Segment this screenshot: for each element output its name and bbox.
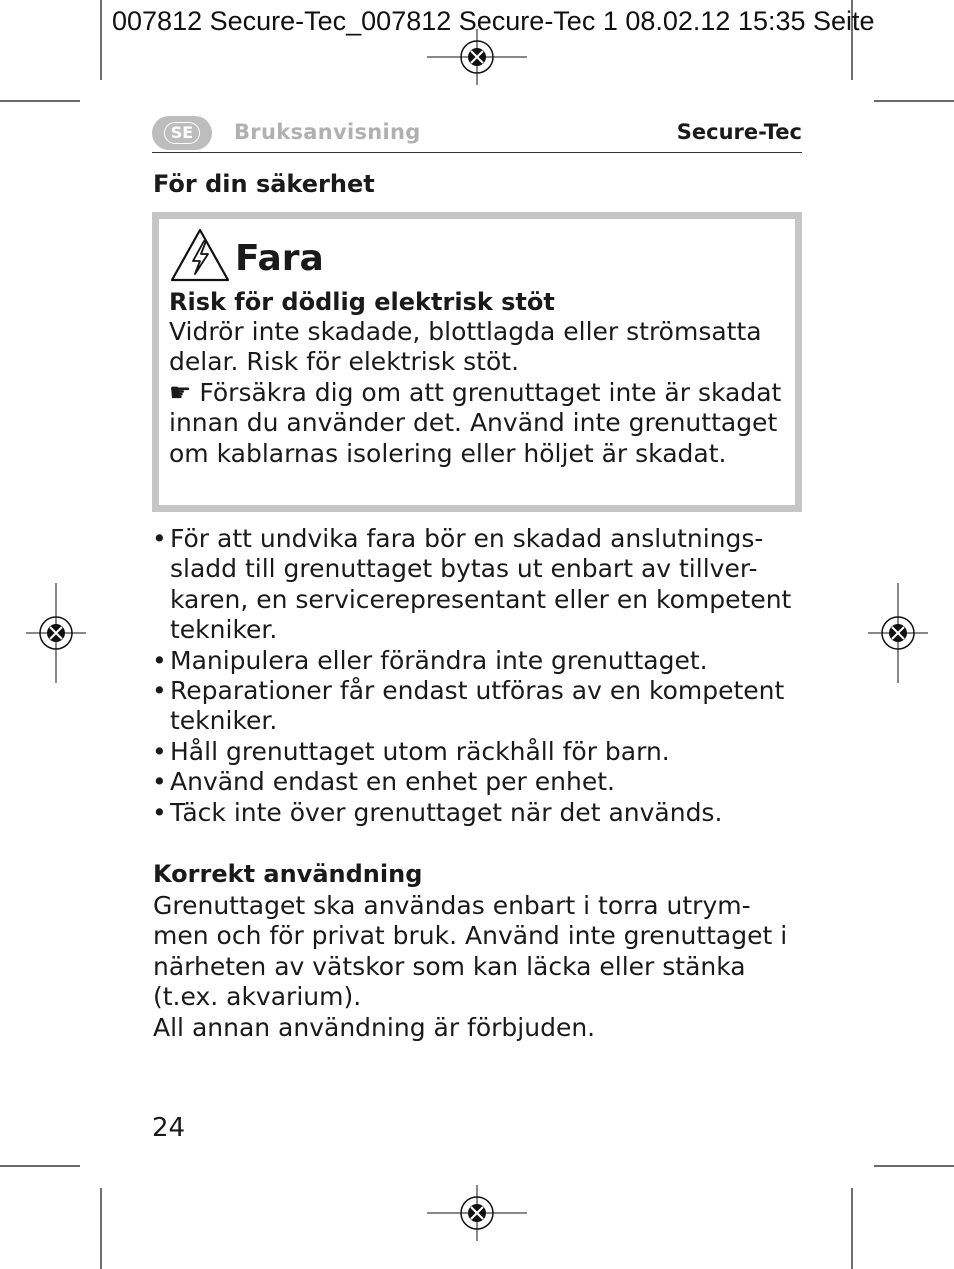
usage-note: All annan användning är förbjuden.: [153, 1012, 596, 1042]
registration-mark-icon: [26, 583, 86, 683]
warning-instruction: [169, 378, 789, 469]
warning-body: [169, 317, 789, 469]
usage-body: [153, 891, 803, 1043]
warning-text: Vidrör inte skadade, blottlagda eller strömsatta delar. Risk för elektrisk stöt.: [169, 317, 762, 377]
registration-mark-icon: [868, 583, 928, 683]
list-item: • Täck inte över grenuttaget när det används.: [152, 798, 806, 828]
language-badge: [152, 116, 212, 150]
warning-subheading: Risk för dödlig elektrisk stöt: [169, 288, 555, 316]
running-header: [152, 116, 802, 153]
list-item: • Använd endast en enhet per enhet.: [152, 767, 806, 797]
safety-title: För din säkerhet: [153, 170, 375, 198]
warning-heading: Fara: [235, 238, 324, 279]
page-number: 24: [152, 1113, 186, 1143]
registration-mark-icon: [427, 29, 527, 85]
usage-title: Korrekt användning: [153, 860, 423, 888]
list-item: • Manipulera eller förändra inte grenuttaget.: [152, 646, 806, 676]
usage-text: Grenuttaget ska användas enbart i torra utrym-men och för privat bruk. Använd inte grenuttaget i närheten av vätskor som kan läcka eller stänka (t.ex. akvarium).: [153, 891, 788, 1012]
language-code: SE: [164, 122, 200, 144]
header-product-name: Secure-Tec: [676, 120, 802, 144]
print-slug: 007812 Secure-Tec_007812 Secure-Tec 1 08.02.12 15:35 Seite: [112, 6, 875, 36]
registration-mark-icon: [427, 1185, 527, 1241]
list-item: • Reparationer får endast utföras av en kompetent tekniker.: [152, 676, 806, 737]
pointing-hand-icon: ☛: [169, 377, 192, 407]
safety-bullet-list: [152, 524, 806, 828]
list-item: • Håll grenuttaget utom räckhåll för barn.: [152, 737, 806, 767]
list-item: • För att undvika fara bör en skadad anslutnings-sladd till grenuttaget bytas ut enbart av tillver-karen, en servicerepresentant eller en kompetent tekniker.: [152, 524, 806, 646]
high-voltage-warning-icon: [169, 227, 231, 283]
header-doc-type: Bruksanvisning: [234, 120, 421, 144]
danger-warning-box: [152, 212, 802, 512]
warning-instruction-text: Försäkra dig om att grenuttaget inte är skadat innan du använder det. Använd inte grenuttaget om kablarnas isolering eller höljet är skadat.: [169, 377, 782, 468]
